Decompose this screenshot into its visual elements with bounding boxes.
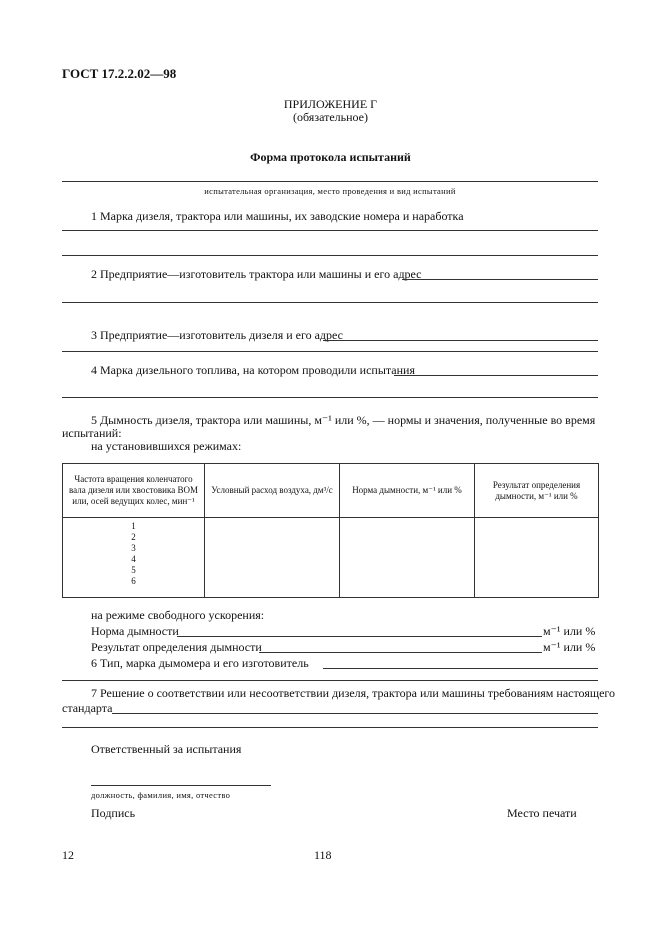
table-row: 5 bbox=[131, 565, 136, 575]
table-header-rpm: Частота вращения коленчатого вала дизеля или хвостовика ВОМ или, осей ведущих колес, мин⁻¹ bbox=[63, 464, 205, 518]
result-fill-line bbox=[259, 652, 542, 653]
item-4-label: 4 Марка дизельного топлива, на котором проводили испытания bbox=[91, 363, 415, 377]
seal-label: Место печати bbox=[507, 806, 577, 820]
form-title: Форма протокола испытаний bbox=[250, 150, 411, 164]
item-7-line-2: стандарта bbox=[62, 701, 113, 715]
results-table bbox=[62, 463, 599, 598]
item-6-label: 6 Тип, марка дымомера и его изготовитель bbox=[91, 656, 309, 670]
table-header-result: Результат определения дымности, м⁻¹ или % bbox=[475, 464, 599, 518]
item-3-label: 3 Предприятие—изготовитель дизеля и его адрес bbox=[91, 328, 343, 342]
signature-caption: должность, фамилия, имя, отчество bbox=[91, 790, 231, 800]
table-row: 6 bbox=[131, 576, 136, 586]
table-cell-air-flow bbox=[205, 518, 340, 598]
table-rows-cell bbox=[63, 518, 205, 598]
responsible-label: Ответственный за испытания bbox=[91, 742, 242, 756]
org-line bbox=[62, 181, 598, 182]
item-5-line-2: испытаний: bbox=[62, 426, 122, 440]
norm-fill-line bbox=[177, 636, 542, 637]
table-row: 2 bbox=[131, 532, 136, 542]
item-4-fill-line bbox=[394, 375, 598, 376]
appendix-status: (обязательное) bbox=[293, 110, 368, 124]
signature-label: Подпись bbox=[91, 806, 136, 820]
item-2-fill-line bbox=[402, 279, 598, 280]
item-6-line bbox=[62, 680, 598, 681]
item-4-line bbox=[62, 397, 598, 398]
table-header-norm: Норма дымности, м⁻¹ или % bbox=[340, 464, 475, 518]
steady-modes-label: на установившихся режимах: bbox=[91, 439, 242, 453]
item-5-line-1: 5 Дымность дизеля, трактора или машины, м⁻¹ или %, — нормы и значения, полученные во время bbox=[91, 413, 596, 427]
item-1-line-2 bbox=[62, 255, 598, 256]
norm-unit: м⁻¹ или % bbox=[543, 624, 596, 638]
item-2-label: 2 Предприятие—изготовитель трактора или машины и его адрес bbox=[91, 267, 422, 281]
item-7-line bbox=[62, 727, 598, 728]
appendix-title: ПРИЛОЖЕНИЕ Г bbox=[283, 97, 378, 111]
item-7-fill-line bbox=[112, 713, 598, 714]
standard-header: ГОСТ 17.2.2.02—98 bbox=[62, 66, 177, 81]
page-number-center: 118 bbox=[314, 848, 332, 862]
table-header-air-flow: Условный расход воздуха, дм³/с bbox=[205, 464, 340, 518]
table-row: 1 bbox=[131, 521, 136, 531]
page-number-left: 12 bbox=[62, 848, 74, 862]
free-accel-label: на режиме свободного ускорения: bbox=[91, 608, 265, 622]
item-1-line bbox=[62, 230, 598, 231]
item-1-label: 1 Марка дизеля, трактора или машины, их заводские номера и наработка bbox=[91, 209, 464, 223]
norm-label: Норма дымности bbox=[91, 624, 179, 638]
result-label: Результат определения дымности bbox=[91, 640, 262, 654]
table-row: 4 bbox=[131, 554, 136, 564]
table-cell-norm bbox=[340, 518, 475, 598]
item-2-line bbox=[62, 302, 598, 303]
table-row: 3 bbox=[131, 543, 136, 553]
item-7-line-1: 7 Решение о соответствии или несоответствии дизеля, трактора или машины требованиям настоящего bbox=[91, 686, 616, 700]
item-6-fill-line bbox=[323, 668, 598, 669]
result-unit: м⁻¹ или % bbox=[543, 640, 596, 654]
signature-line bbox=[91, 785, 271, 786]
org-caption: испытательная организация, место проведения и вид испытаний bbox=[204, 186, 456, 196]
table-cell-result bbox=[475, 518, 599, 598]
item-3-line bbox=[62, 351, 598, 352]
item-3-fill-line bbox=[323, 340, 598, 341]
